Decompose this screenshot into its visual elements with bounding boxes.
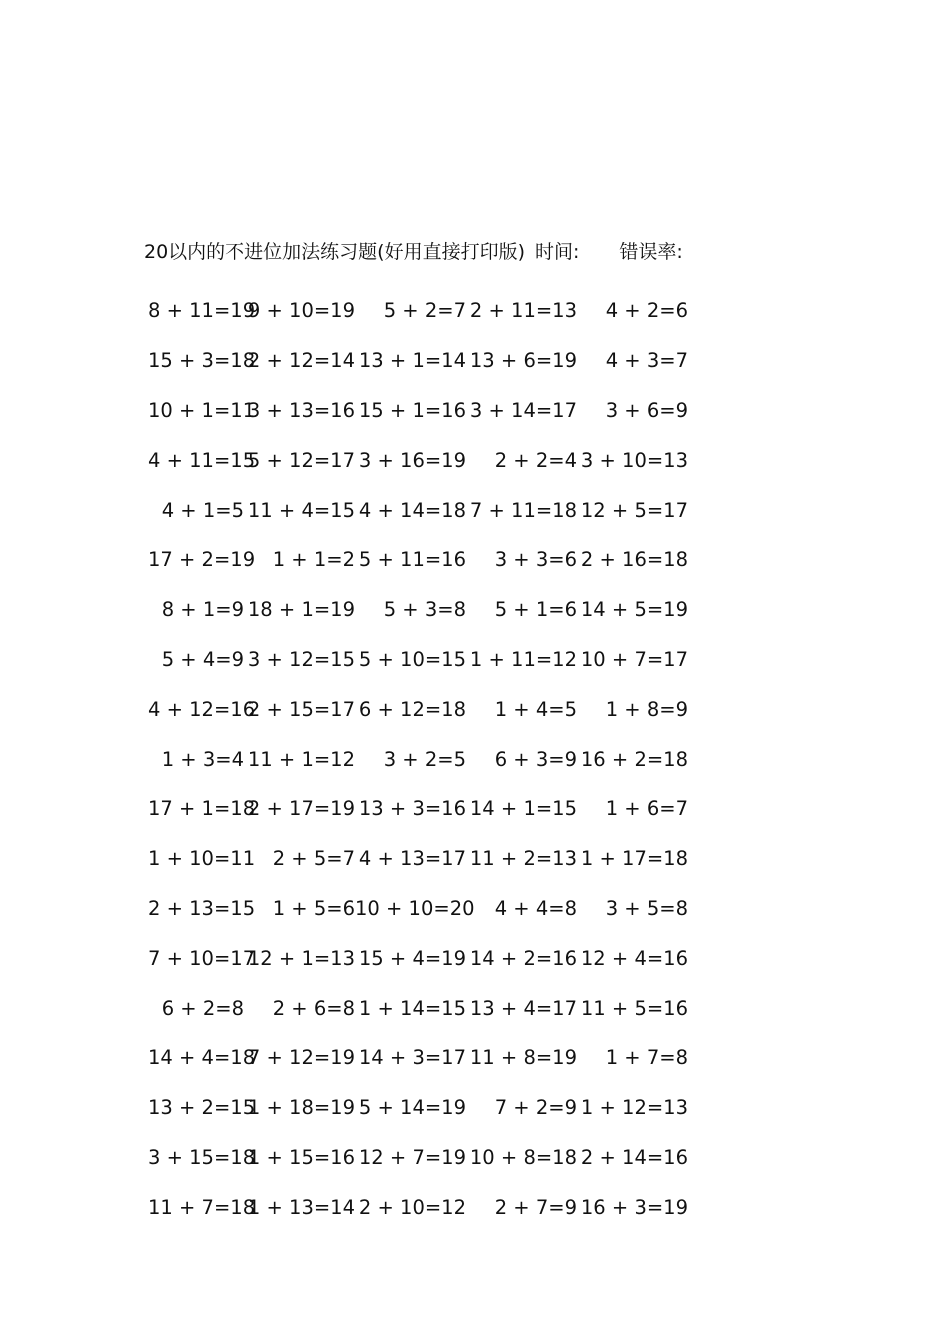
- error-rate-label: 错误率:: [619, 240, 683, 263]
- problem-item: 16 + 2=18: [580, 747, 688, 771]
- problem-item: 1 + 14=15: [358, 996, 466, 1020]
- problem-item: 4 + 2=6: [605, 299, 688, 323]
- problem-row: [148, 1182, 708, 1232]
- problem-item: 11 + 7=18: [148, 1195, 256, 1219]
- problem-row: [148, 1133, 708, 1183]
- problem-item: 12 + 4=16: [580, 946, 688, 970]
- problem-item: 1 + 15=16: [247, 1145, 355, 1169]
- problem-item: 1 + 6=7: [605, 797, 688, 821]
- problem-item: 14 + 5=19: [580, 598, 688, 622]
- problem-item: 2 + 16=18: [580, 548, 688, 572]
- problem-item: 5 + 3=8: [383, 598, 466, 622]
- problem-row: [148, 1033, 708, 1083]
- problem-item: 2 + 11=13: [469, 299, 577, 323]
- problem-row: [148, 336, 708, 386]
- problem-item: 5 + 2=7: [383, 299, 466, 323]
- problem-item: 14 + 2=16: [469, 946, 577, 970]
- problem-item: 1 + 1=2: [272, 548, 355, 572]
- problem-item: 2 + 13=15: [148, 896, 256, 920]
- problem-item: 2 + 15=17: [247, 697, 355, 721]
- problem-item: 4 + 1=5: [161, 498, 244, 522]
- problem-item: 5 + 12=17: [247, 448, 355, 472]
- problem-item: 7 + 12=19: [247, 1046, 355, 1070]
- problem-item: 10 + 8=18: [469, 1145, 577, 1169]
- problem-row: [148, 535, 708, 585]
- problem-item: 11 + 1=12: [247, 747, 355, 771]
- problem-item: 10 + 10=20: [355, 896, 475, 920]
- time-label: 时间:: [535, 240, 580, 263]
- problem-item: 2 + 12=14: [247, 349, 355, 373]
- problem-item: 15 + 3=18: [148, 349, 256, 373]
- problem-row: [148, 585, 708, 635]
- problem-item: 4 + 13=17: [358, 847, 466, 871]
- problem-row: [148, 286, 708, 336]
- problem-item: 4 + 11=15: [148, 448, 256, 472]
- problem-item: 7 + 11=18: [469, 498, 577, 522]
- problem-item: 18 + 1=19: [247, 598, 355, 622]
- problem-row: [148, 684, 708, 734]
- problem-item: 11 + 5=16: [580, 996, 688, 1020]
- problem-item: 12 + 7=19: [358, 1145, 466, 1169]
- problem-row: [148, 933, 708, 983]
- problem-item: 5 + 1=6: [494, 598, 577, 622]
- problem-item: 10 + 7=17: [580, 647, 688, 671]
- worksheet-title: 20以内的不进位加法练习题(好用直接打印版): [144, 240, 526, 263]
- problem-item: 3 + 12=15: [247, 647, 355, 671]
- problem-item: 4 + 3=7: [605, 349, 688, 373]
- problem-item: 14 + 4=18: [148, 1046, 256, 1070]
- problem-row: [148, 386, 708, 436]
- problem-item: 14 + 1=15: [469, 797, 577, 821]
- problem-item: 4 + 14=18: [358, 498, 466, 522]
- problem-item: 1 + 13=14: [247, 1195, 355, 1219]
- problem-item: 5 + 4=9: [161, 647, 244, 671]
- problem-item: 3 + 6=9: [605, 398, 688, 422]
- problem-item: 1 + 3=4: [161, 747, 244, 771]
- problem-item: 1 + 10=11: [148, 847, 256, 871]
- problem-item: 17 + 2=19: [148, 548, 256, 572]
- problem-item: 6 + 2=8: [161, 996, 244, 1020]
- problem-item: 2 + 2=4: [494, 448, 577, 472]
- problem-item: 3 + 15=18: [148, 1145, 256, 1169]
- problem-item: 5 + 11=16: [358, 548, 466, 572]
- problem-item: 7 + 2=9: [494, 1096, 577, 1120]
- problem-item: 6 + 12=18: [358, 697, 466, 721]
- problem-item: 11 + 4=15: [247, 498, 355, 522]
- problem-row: [148, 734, 708, 784]
- problem-item: 1 + 5=6: [272, 896, 355, 920]
- problem-item: 16 + 3=19: [580, 1195, 688, 1219]
- problem-item: 2 + 5=7: [272, 847, 355, 871]
- problem-item: 1 + 18=19: [247, 1096, 355, 1120]
- problem-item: 3 + 16=19: [358, 448, 466, 472]
- problem-item: 1 + 8=9: [605, 697, 688, 721]
- problem-item: 7 + 10=17: [148, 946, 256, 970]
- problem-row: [148, 435, 708, 485]
- problem-item: 3 + 3=6: [494, 548, 577, 572]
- problem-row: [148, 834, 708, 884]
- problem-row: [148, 983, 708, 1033]
- problem-item: 10 + 1=11: [148, 398, 256, 422]
- problem-item: 2 + 17=19: [247, 797, 355, 821]
- problem-item: 3 + 5=8: [605, 896, 688, 920]
- problem-item: 4 + 12=16: [148, 697, 256, 721]
- problem-item: 2 + 7=9: [494, 1195, 577, 1219]
- worksheet-header: [144, 236, 683, 264]
- problem-item: 1 + 17=18: [580, 847, 688, 871]
- problem-item: 13 + 4=17: [469, 996, 577, 1020]
- problem-row: [148, 884, 708, 934]
- problem-item: 2 + 6=8: [272, 996, 355, 1020]
- problem-item: 11 + 8=19: [469, 1046, 577, 1070]
- problem-item: 17 + 1=18: [148, 797, 256, 821]
- problem-item: 8 + 1=9: [161, 598, 244, 622]
- problem-item: 8 + 11=19: [148, 299, 256, 323]
- problem-item: 1 + 7=8: [605, 1046, 688, 1070]
- problem-item: 5 + 14=19: [358, 1096, 466, 1120]
- problem-item: 5 + 10=15: [358, 647, 466, 671]
- problem-item: 13 + 2=15: [148, 1096, 256, 1120]
- problem-item: 9 + 10=19: [247, 299, 355, 323]
- problem-row: [148, 485, 708, 535]
- problem-grid: [148, 286, 708, 1232]
- problem-row: [148, 784, 708, 834]
- problem-item: 3 + 10=13: [580, 448, 688, 472]
- problem-item: 4 + 4=8: [494, 896, 577, 920]
- problem-item: 3 + 14=17: [469, 398, 577, 422]
- problem-item: 15 + 4=19: [358, 946, 466, 970]
- problem-item: 12 + 1=13: [247, 946, 355, 970]
- problem-item: 2 + 14=16: [580, 1145, 688, 1169]
- problem-item: 12 + 5=17: [580, 498, 688, 522]
- problem-item: 13 + 1=14: [358, 349, 466, 373]
- problem-item: 1 + 11=12: [469, 647, 577, 671]
- problem-item: 3 + 2=5: [383, 747, 466, 771]
- problem-item: 11 + 2=13: [469, 847, 577, 871]
- problem-item: 3 + 13=16: [247, 398, 355, 422]
- problem-item: 14 + 3=17: [358, 1046, 466, 1070]
- problem-item: 6 + 3=9: [494, 747, 577, 771]
- problem-item: 13 + 3=16: [358, 797, 466, 821]
- problem-item: 1 + 4=5: [494, 697, 577, 721]
- problem-item: 1 + 12=13: [580, 1096, 688, 1120]
- problem-item: 13 + 6=19: [469, 349, 577, 373]
- problem-row: [148, 1083, 708, 1133]
- problem-row: [148, 635, 708, 685]
- problem-item: 2 + 10=12: [358, 1195, 466, 1219]
- problem-item: 15 + 1=16: [358, 398, 466, 422]
